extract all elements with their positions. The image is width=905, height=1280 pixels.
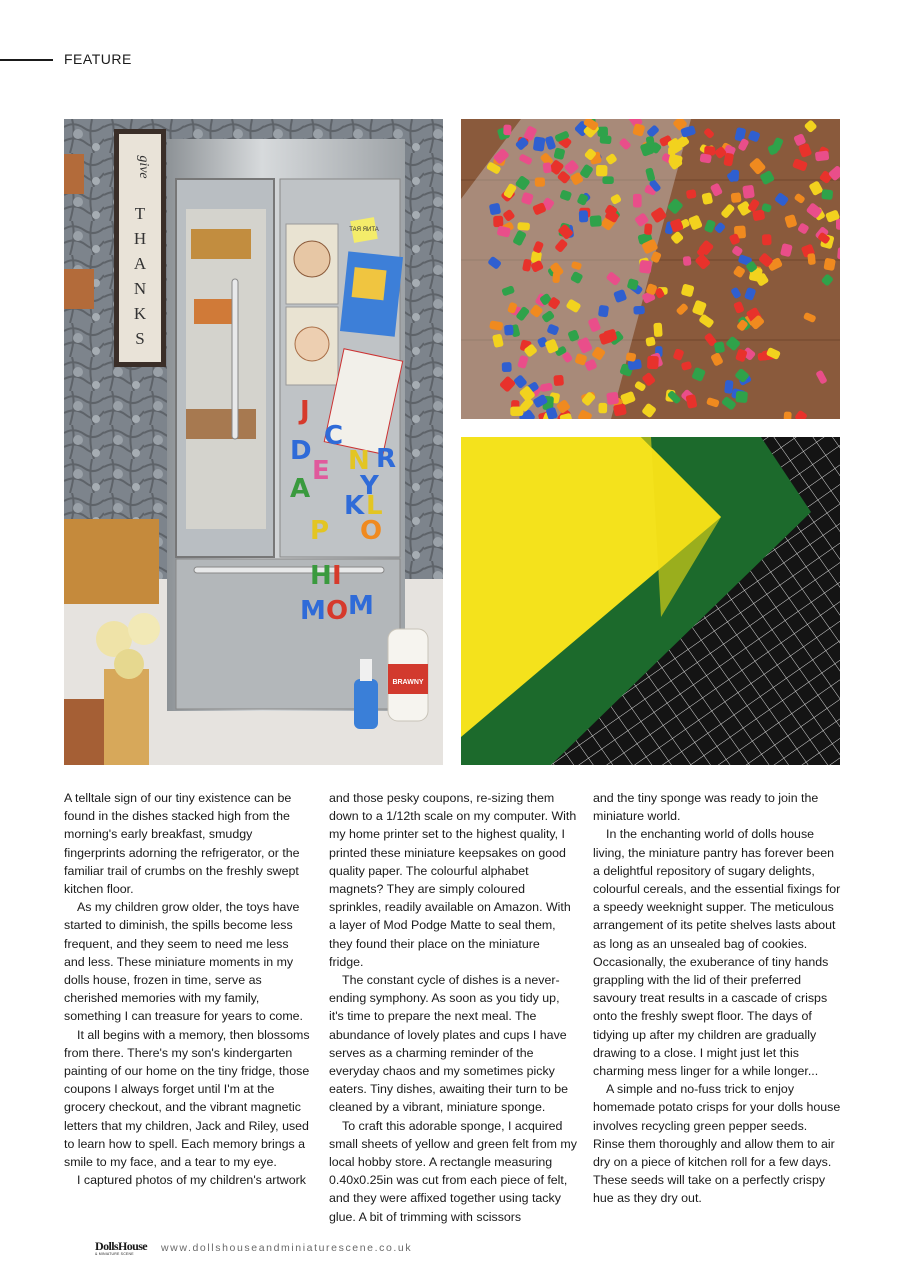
magnet-letter: O: [360, 516, 383, 546]
logo-text: DollsHouse: [95, 1239, 148, 1253]
magnet-letter: P: [310, 516, 330, 546]
sprinkle-piece: [552, 272, 560, 283]
sprinkle-piece: [815, 151, 830, 162]
text-column-3: [593, 789, 841, 1208]
magnet-letter: N: [348, 446, 370, 476]
sprinkle-piece: [579, 210, 588, 222]
sprinkles-photo: [461, 119, 840, 419]
sprinkle-piece: [503, 125, 511, 136]
paragraph: and those pesky coupons, re-sizing them down to a 1/12th scale on my computer. With my home printer set to the highest quality, I printed these miniature keepsakes on good quality paper. The colourful alphabet magnets? They are simply coloured sprinkles, readily available on Amazon. With a layer of Mod Podge Matte to seal them, they found their place on the miniature fridge.: [329, 791, 577, 969]
paragraph: A simple and no-fuss trick to enjoy homemade potato crisps for your dolls house involves recycling green pepper seeds. Rinse them thoroughly and allow them to air dry on a piece of kitchen roll for a few days. These seeds will take on a perfectly crispy hue as they dry out.: [593, 1082, 841, 1206]
sprinkle-piece: [784, 411, 792, 419]
magnet-letter: M: [300, 596, 326, 626]
sprinkle-piece: [597, 127, 608, 137]
sprinkle-piece: [493, 216, 503, 228]
towel-brand: BRAWNY: [392, 679, 424, 686]
magnet-letter: I: [332, 561, 342, 591]
sign-letter: S: [135, 329, 145, 348]
sprinkle-piece: [735, 391, 748, 403]
paragraph: and the tiny sponge was ready to join the miniature world.: [593, 791, 819, 824]
sprinkle-piece: [602, 176, 613, 184]
felt-photo: [461, 437, 840, 765]
sprinkle-piece: [714, 341, 725, 353]
sprinkle-piece: [762, 234, 772, 245]
magnet-letter: K: [344, 491, 365, 521]
sprinkle-piece: [639, 260, 652, 274]
sprinkle-piece: [504, 325, 514, 336]
magnet-letter: R: [376, 444, 397, 474]
magnet-letter: H: [310, 561, 332, 591]
sprinkle-piece: [596, 165, 607, 176]
sprinkle-piece: [653, 323, 662, 337]
logo-subtext: & MINIATURE SCENE: [95, 1252, 134, 1256]
sign-letter: H: [133, 229, 147, 248]
magnet-letter: M: [348, 591, 374, 621]
sign-letter: N: [133, 279, 147, 298]
sprinkle-piece: [606, 392, 619, 405]
paragraph: A telltale sign of our tiny existence can be found in the dishes stacked high from the morning's early breakfast, smudgy fingerprints adorning the refrigerator, or the familiar trail of crumbs on the freshly swept kitchen floor.: [64, 791, 300, 897]
paragraph: As my children grow older, the toys have started to diminish, the spills become less frequent, and they seem to need me less and less. These miniature moments in my dolls house, frozen in time, serve as cherished memories with my family, something I can treasure for years to come.: [64, 900, 303, 1024]
sign-letter: K: [133, 304, 147, 323]
sign-letter: A: [133, 254, 147, 273]
magnet-letter: A: [290, 474, 311, 504]
fridge-photo: [64, 119, 443, 765]
sprinkle-piece: [823, 258, 835, 271]
sprinkle-piece: [542, 162, 551, 173]
sprinkle-piece: [724, 380, 733, 394]
section-label: FEATURE: [64, 51, 132, 67]
sprinkle-piece: [731, 192, 742, 203]
sprinkle-piece: [535, 177, 545, 186]
magnet-letter: D: [290, 436, 312, 466]
paragraph: In the enchanting world of dolls house living, the miniature pantry has forever been a delightful repository of sugary delights, colourful cereals, and the essential fixings for a speedy weeknight supper. The meticulous arrangement of its petite shelves lasts about as long as an unsealed bag of cookies. Occasionally, the exuberance of tiny hands grappling with the lid of their preferred savoury treat results in a cascade of crisps onto the freshly swept floor. The days of tidying up after my children are gradually drawing to a close. I might just let this charming mess linger for a while longer...: [593, 827, 841, 1079]
magnet-letter: Y: [360, 471, 379, 501]
sprinkle-piece: [517, 222, 530, 231]
sprinkle-piece: [821, 189, 833, 200]
sprinkle-piece: [644, 223, 653, 235]
paragraph: It all begins with a memory, then blossoms from there. There's my son's kindergarten painting of our home on the tiny fridge, those coupons I always forget until I'm at the grocery checkout, and the vibrant magnetic letters that my children, Jack and Riley, used to learn how to spell. Each memory brings a smile to my face, and a tear to my eye.: [64, 1027, 310, 1170]
sprinkle-piece: [489, 203, 501, 216]
sprinkle-piece: [633, 306, 645, 315]
paragraph: The constant cycle of dishes is a never-ending symphony. As soon as you tidy up, it's time to prepare the next meal. The abundance of lovely plates and cups I have serves as a charming reminder of the everyday chaos and my sometimes picky eaters. Tiny dishes, awaiting their turn to be cleaned by a vibrant, miniature sponge.: [329, 973, 568, 1115]
sprinkle-piece: [807, 253, 816, 265]
sprinkle-piece: [647, 356, 659, 370]
paragraph: I captured photos of my children's artwork: [77, 1173, 306, 1188]
sprinkle-piece: [533, 136, 546, 151]
sign-letter: T: [134, 204, 146, 223]
sprinkle-piece: [686, 189, 697, 199]
sprinkle-piece: [502, 362, 512, 372]
magnet-letter: C: [324, 421, 344, 451]
sprinkle-piece: [510, 406, 523, 416]
sprinkle-piece: [742, 185, 755, 199]
magnet-letter: E: [312, 456, 330, 486]
sprinkle-piece: [590, 215, 602, 227]
sign-word: give: [136, 155, 151, 179]
sprinkle-piece: [553, 375, 564, 386]
magnet-letter: L: [366, 491, 383, 521]
sprinkle-piece: [836, 219, 840, 230]
sprinkle-piece: [683, 256, 692, 266]
magazine-logo: [95, 1240, 151, 1256]
sprinkle-piece: [633, 194, 642, 208]
fridge-note-text: ТАЯ ЯИТА: [349, 227, 379, 233]
text-column-1: [64, 789, 312, 1189]
header-rule: [0, 59, 53, 61]
website-url[interactable]: www.dollshouseandminiaturescene.co.uk: [161, 1242, 413, 1254]
magnet-letter: O: [326, 596, 349, 626]
paragraph: To craft this adorable sponge, I acquired small sheets of yellow and green felt from my local hobby store. A rectangle measuring 0.40x0.25in was cut from each piece of felt, and they were affixed together using tacky glue. A bit of trimming with scissors: [329, 1118, 577, 1224]
sprinkle-piece: [598, 403, 607, 414]
magnet-letter: J: [300, 396, 310, 426]
sprinkle-piece: [598, 305, 609, 318]
text-column-2: [329, 789, 577, 1226]
